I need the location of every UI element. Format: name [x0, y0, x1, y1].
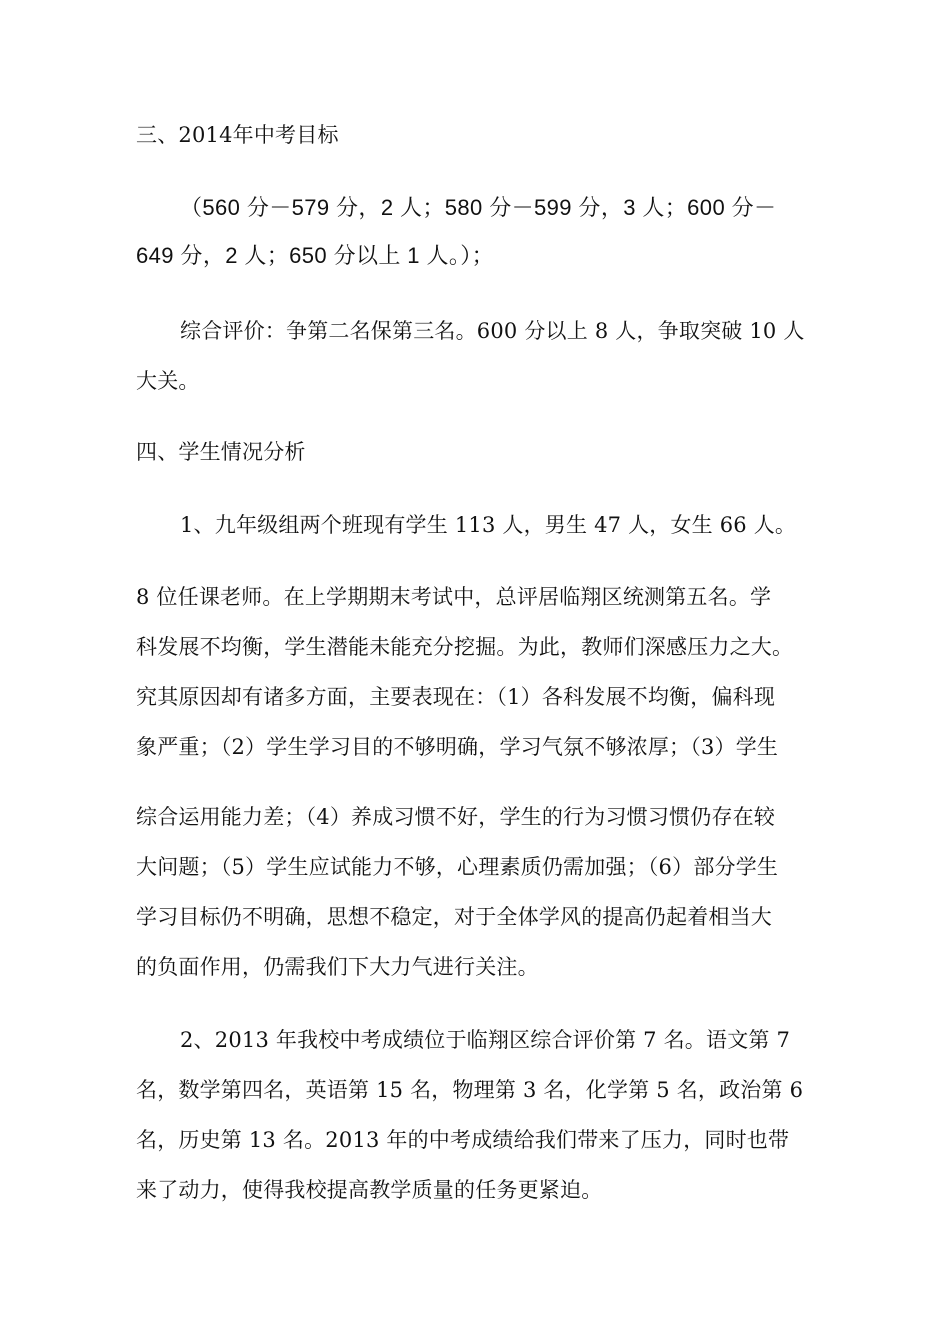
paragraph-2-line-1: 2、2013 年我校中考成绩位于临翔区综合评价第 7 名。语文第 7 — [180, 1028, 791, 1052]
paragraph-1-line-4: 究其原因却有诸多方面，主要表现在：（1）各科发展不均衡，偏科现 — [136, 685, 776, 709]
paragraph-1-line-9: 的负面作用，仍需我们下大力气进行关注。 — [136, 955, 539, 979]
paragraph-2-line-4: 来了动力，使得我校提高教学质量的任务更紧迫。 — [136, 1178, 603, 1202]
targets-text-line-1: （560 分－579 分，2 人；580 分－599 分，3 人；600 分－ — [180, 195, 777, 220]
targets-text-line-2: 649 分，2 人；650 分以上 1 人。）； — [136, 243, 495, 268]
evaluation-text-line-2: 大关。 — [136, 369, 200, 393]
paragraph-1-line-6: 综合运用能力差；（4）养成习惯不好，学生的行为习惯习惯仍存在较 — [136, 805, 776, 829]
paragraph-1-line-3: 科发展不均衡，学生潜能未能充分挖掘。为此，教师们深感压力之大。 — [136, 635, 794, 659]
paragraph-2-line-3: 名，历史第 13 名。2013 年的中考成绩给我们带来了压力，同时也带 — [136, 1128, 790, 1152]
evaluation-text-line-1: 综合评价：争第二名保第三名。600 分以上 8 人，争取突破 10 人 — [180, 319, 805, 343]
paragraph-1-line-8: 学习目标仍不明确，思想不稳定，对于全体学风的提高仍起着相当大 — [136, 905, 772, 929]
paragraph-1-line-7: 大问题；（5）学生应试能力不够，心理素质仍需加强；（6）部分学生 — [136, 855, 779, 879]
paragraph-1-line-2: 8 位任课老师。在上学期期末考试中，总评居临翔区统测第五名。学 — [136, 585, 772, 609]
section-heading-targets: 三、2014年中考目标 — [136, 123, 339, 147]
paragraph-1-line-1: 1、九年级组两个班现有学生 113 人，男生 47 人，女生 66 人。 — [180, 513, 797, 537]
paragraph-1-line-5: 象严重；（2）学生学习目的不够明确，学习气氛不够浓厚；（3）学生 — [136, 735, 779, 759]
paragraph-2-line-2: 名，数学第四名，英语第 15 名，物理第 3 名，化学第 5 名，政治第 6 — [136, 1078, 804, 1102]
section-heading-student-analysis: 四、学生情况分析 — [136, 440, 306, 464]
